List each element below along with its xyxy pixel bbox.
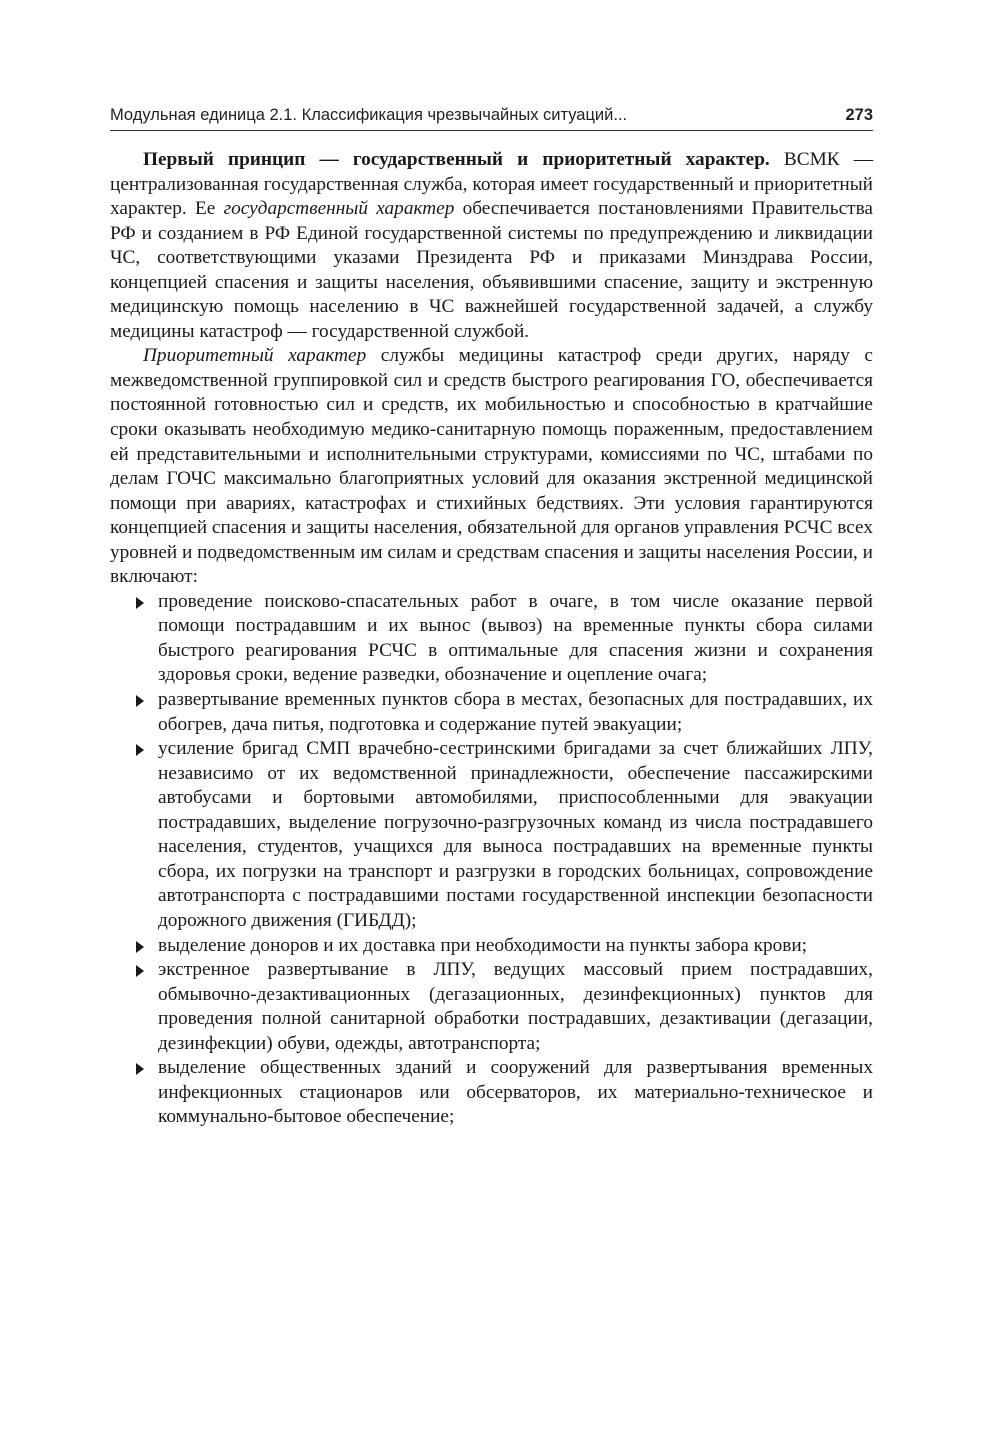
list-item-text: развертывание временных пунктов сбора в местах, безопасных для пострадавших, их обогрев, дача питья, подготовка и содержание путей эвакуации; [158,689,873,735]
list-item [110,934,873,959]
paragraph1-text-b: обеспечивается постановлениями Правительства РФ и созданием в РФ Единой государственной системы по предупреждению и ликвидации ЧС, соответствующими указами Президента РФ и приказами Минздрава России, концепцией спасения и защиты населения, объявившими спасение, защиту и экстренную медицинскую помощь населению в ЧС важнейшей государственной задачей, а службу медицины катастроф — государственной службой. [110,198,873,342]
triangle-bullet-icon [136,695,144,707]
paragraph-first-principle [110,148,873,344]
list-item [110,737,873,933]
paragraph-priority-character [110,344,873,589]
paragraph1-text-a: ВСМК — централизованная государственная служба, которая имеет государственный и приоритетный характер. Ее [110,149,873,220]
state-character-term: государственный характер [223,198,455,220]
list-item [110,1056,873,1130]
priority-character-term: Приоритетный характер [143,345,367,367]
paragraph2-text: службы медицины катастроф среди других, наряду с межведомственной группировкой сил и средств быстрого реагирования ГО, обеспечивается постоянной готовностью сил и средств, их мобильностью и способностью в кратчайшие сроки оказывать необходимую медико-санитарную помощь пораженным, предоставлением ей представительными и исполнительными структурами, комиссиями по ЧС, штабами по делам ГОЧС максимально благоприятных условий для оказания экстренной медицинской помощи при авариях, катастрофах и стихийных бедствиях. Эти условия гарантируются концепцией спасения и защиты населения, обязательной для органов управления РСЧС всех уровней и подведомственным им силам и средствам спасения и защиты населения России, и включают: [110,345,874,588]
principle-heading: Первый принцип — государственный и приоритетный характер. [143,149,770,170]
list-item-text: проведение поисково-спасательных работ в очаге, в том числе оказание первой помощи пострадавшим и их вынос (вывоз) на временные пункты сбора силами быстрого реагирования РСЧС в оптимальные для спасения жизни и сохранения здоровья сроки, ведение разведки, обозначение и оцепление очага; [158,590,873,686]
triangle-bullet-icon [136,597,144,609]
list-item-text: выделение доноров и их доставка при необходимости на пункты забора крови; [158,934,808,956]
header-title: Модульная единица 2.1. Классификация чрезвычайных ситуаций... [110,106,628,124]
triangle-bullet-icon [136,965,144,977]
list-item [110,688,873,737]
running-header [110,106,873,131]
list-item-text: выделение общественных зданий и сооружений для развертывания временных инфекционных стационаров или обсерваторов, их материально-техническое и коммунально-бытовое обеспечение; [158,1057,873,1128]
triangle-bullet-icon [136,1063,144,1075]
list-item-text: усиление бригад СМП врачебно-сестринскими бригадами за счет ближайших ЛПУ, независимо от их ведомственной принадлежности, обеспечение пассажирскими автобусами и бортовыми автомобилями, приспособленными для эвакуации пострадавших, выделение погрузочно-разгрузочных команд из числа пострадавшего населения, студентов, учащихся для выноса пострадавших на временные пункты сбора, их погрузки на транспорт и разгрузки в городских больницах, сопровождение автотранспорта с пострадавшими постами государственной инспекции безопасности дорожного движения (ГИБДД); [158,738,873,931]
page-number: 273 [845,106,873,124]
list-item-text: экстренное развертывание в ЛПУ, ведущих массовый прием пострадавших, обмывочно-дезактивационных (дегазационных, дезинфекционных) пунктов для проведения полной санитарной обработки пострадавших, дезактивации (дегазации, дезинфекции) обуви, одежды, автотранспорта; [158,959,873,1054]
measures-list [110,590,873,1130]
page-body [110,148,873,1130]
list-item [110,958,873,1056]
list-item [110,590,873,688]
triangle-bullet-icon [136,941,144,953]
triangle-bullet-icon [136,744,144,756]
